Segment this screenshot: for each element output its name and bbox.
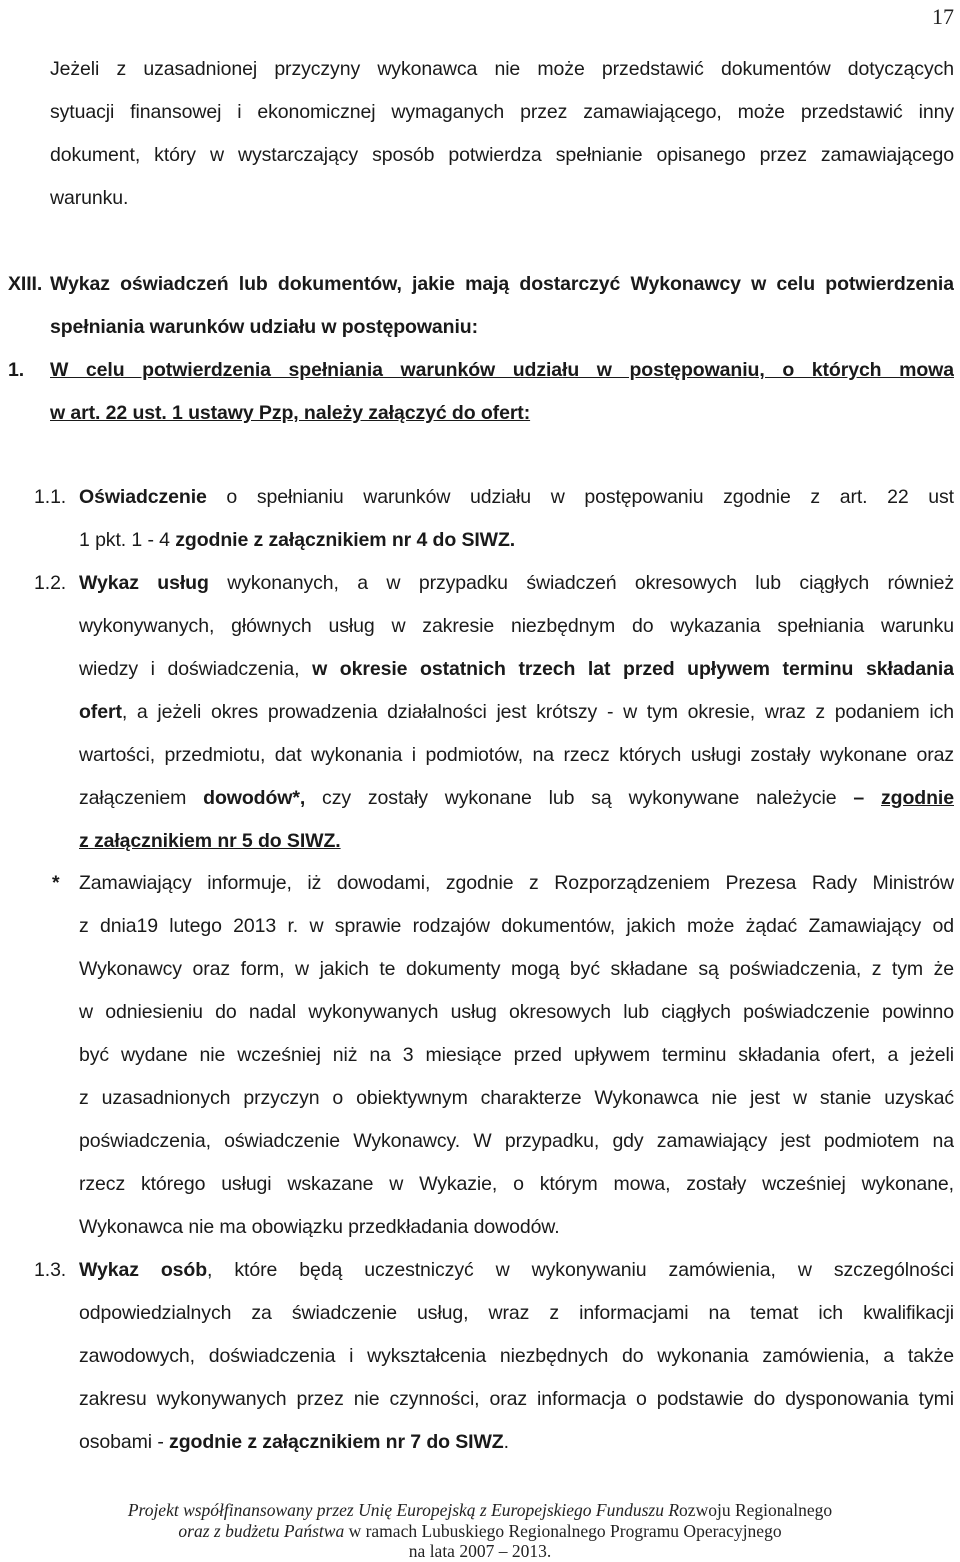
item-1-3-line-1-bold: Wykaz osób: [79, 1259, 208, 1281]
footnote-star: *: [52, 872, 60, 894]
item-1-1-bold: Oświadczenie: [79, 486, 207, 508]
item-1-1-line-1: [79, 486, 954, 512]
point-1-line-2: w art. 22 ust. 1 ustawy Pzp, należy załączyć do ofert:: [50, 402, 531, 424]
intro-line-2: sytuacji finansowej i ekonomicznej wymaganych przez zamawiającego, może przedstawić inny: [50, 101, 954, 123]
intro-line-4: warunku.: [50, 187, 129, 209]
item-1-2-line-1: [79, 572, 954, 598]
item-1-2-line-6-rest: czy zostały wykonane lub są wykonywane należycie: [305, 787, 854, 809]
item-1-2-line-6-dash: –: [853, 787, 865, 809]
item-1-2-number: 1.2.: [34, 572, 67, 594]
item-1-1-line-2: [79, 529, 515, 552]
item-1-1-rest: o spełnianiu warunków udziału w postępowaniu zgodnie z art. 22 ust: [206, 486, 954, 508]
item-1-3-number: 1.3.: [34, 1259, 67, 1281]
item-1-3-line-5: [79, 1431, 509, 1454]
item-1-2-line-4-bold: ofert: [79, 701, 122, 723]
footnote-line-8: rzecz którego usługi wskazane w Wykazie, o którym mowa, zostały wcześniej wykonane,: [79, 1173, 954, 1195]
item-1-2-line-6-bold: dowodów*,: [203, 787, 306, 809]
footer-line-2-italic: oraz z budżetu Państwa: [178, 1521, 345, 1541]
item-1-3-line-3: zawodowych, doświadczenia i wykształcenia niezbędnych do wykonania zamówienia, a także: [79, 1345, 954, 1367]
footer-line-2-rest: w ramach Lubuskiego Regionalnego Programu Operacyjnego: [344, 1521, 782, 1541]
section-title-line-1: Wykaz oświadczeń lub dokumentów, jakie mają dostarczyć Wykonawcy w celu potwierdzenia: [50, 273, 954, 295]
intro-line-1: Jeżeli z uzasadnionej przyczyny wykonawca nie może przedstawić dokumentów dotyczących: [50, 58, 954, 80]
footnote-line-4: w odniesieniu do nadal wykonywanych usług okresowych lub ciągłych poświadczenie powinno: [79, 1001, 954, 1023]
item-1-2-line-1-bold: Wykaz usług: [79, 572, 209, 594]
item-1-3-line-1: [79, 1259, 954, 1285]
footer-line-1: [0, 1500, 960, 1521]
item-1-2-line-7: z załącznikiem nr 5 do SIWZ.: [79, 830, 341, 852]
item-1-3-line-5-end: .: [503, 1431, 509, 1453]
footnote-line-3: Wykonawcy oraz form, w jakich te dokumenty mogą być składane są poświadczenia, z tym że: [79, 958, 954, 980]
footnote-line-2: z dnia19 lutego 2013 r. w sprawie rodzajów dokumentów, jakich może żądać Zamawiający od: [79, 915, 954, 937]
point-1-number: 1.: [8, 359, 25, 381]
page-number: 17: [932, 4, 954, 29]
item-1-3-line-1-rest: , które będą uczestniczyć w wykonywaniu zamówienia, w szczególności: [207, 1259, 954, 1281]
item-1-2-line-4: [79, 701, 954, 727]
footer-line-1-italic: Projekt współfinansowany przez Unię Europejską z Europejskiego Funduszu R: [127, 1500, 680, 1520]
item-1-2-line-1-rest: wykonanych, a w przypadku świadczeń okresowych lub ciągłych również: [208, 572, 954, 594]
footnote-line-9: Wykonawca nie ma obowiązku przedkładania dowodów.: [79, 1216, 560, 1238]
item-1-3-line-4: zakresu wykonywanych przez nie czynności, oraz informacja o podstawie do dysponowania tymi: [79, 1388, 954, 1410]
footer-line-2: [0, 1521, 960, 1542]
section-number: XIII.: [8, 273, 43, 295]
footnote-line-5: być wydane nie wcześniej niż na 3 miesiące przed upływem terminu składania ofert, a jeżeli: [79, 1044, 954, 1066]
point-1-line-1: W celu potwierdzenia spełniania warunków udziału w postępowaniu, o których mowa: [50, 359, 954, 381]
item-1-2-line-3: [79, 658, 954, 684]
item-1-2-line-2: wykonywanych, głównych usług w zakresie niezbędnym do wykazania spełniania warunku: [79, 615, 954, 637]
footer-line-3: na lata 2007 – 2013.: [408, 1541, 552, 1561]
item-1-1-line-2-bold: zgodnie z załącznikiem nr 4 do SIWZ.: [175, 529, 516, 551]
section-title-line-2: spełniania warunków udziału w postępowaniu:: [50, 316, 478, 338]
item-1-2-line-4-rest: , a jeżeli okres prowadzenia działalności jest krótszy - w tym okresie, wraz z podaniem ich: [121, 701, 954, 723]
footnote-line-1: Zamawiający informuje, iż dowodami, zgodnie z Rozporządzeniem Prezesa Rady Ministrów: [79, 872, 954, 894]
footnote-line-7: poświadczenia, oświadczenie Wykonawcy. W przypadku, gdy zamawiający jest podmiotem na: [79, 1130, 954, 1152]
item-1-2-line-6: [79, 787, 954, 813]
footnote-line-6: z uzasadnionych przyczyn o obiektywnym charakterze Wykonawca nie jest w stanie uzyskać: [79, 1087, 954, 1109]
item-1-3-line-2: odpowiedzialnych za świadczenie usług, wraz z informacjami na temat ich kwalifikacji: [79, 1302, 954, 1324]
item-1-1-number: 1.1.: [34, 486, 67, 508]
item-1-2-line-3-bold: w okresie ostatnich trzech lat przed upływem terminu składania: [312, 658, 954, 680]
intro-line-3: dokument, który w wystarczający sposób potwierdza spełnianie opisanego przez zamawiającego: [50, 144, 954, 166]
item-1-2-line-6-underlined: zgodnie: [881, 787, 954, 809]
footer-line-1-rest: ozwoju Regionalnego: [679, 1500, 833, 1520]
item-1-2-line-3-plain: wiedzy i doświadczenia,: [79, 658, 313, 680]
item-1-2-line-6-plain: załączeniem: [79, 787, 204, 809]
item-1-1-line-2-plain: 1 pkt. 1 - 4: [79, 529, 176, 551]
item-1-3-line-5-plain: osobami -: [79, 1431, 170, 1453]
item-1-2-line-5: wartości, przedmiotu, dat wykonania i podmiotów, na rzecz których usługi zostały wykonane oraz: [79, 744, 954, 766]
item-1-3-line-5-bold: zgodnie z załącznikiem nr 7 do SIWZ: [169, 1431, 504, 1453]
